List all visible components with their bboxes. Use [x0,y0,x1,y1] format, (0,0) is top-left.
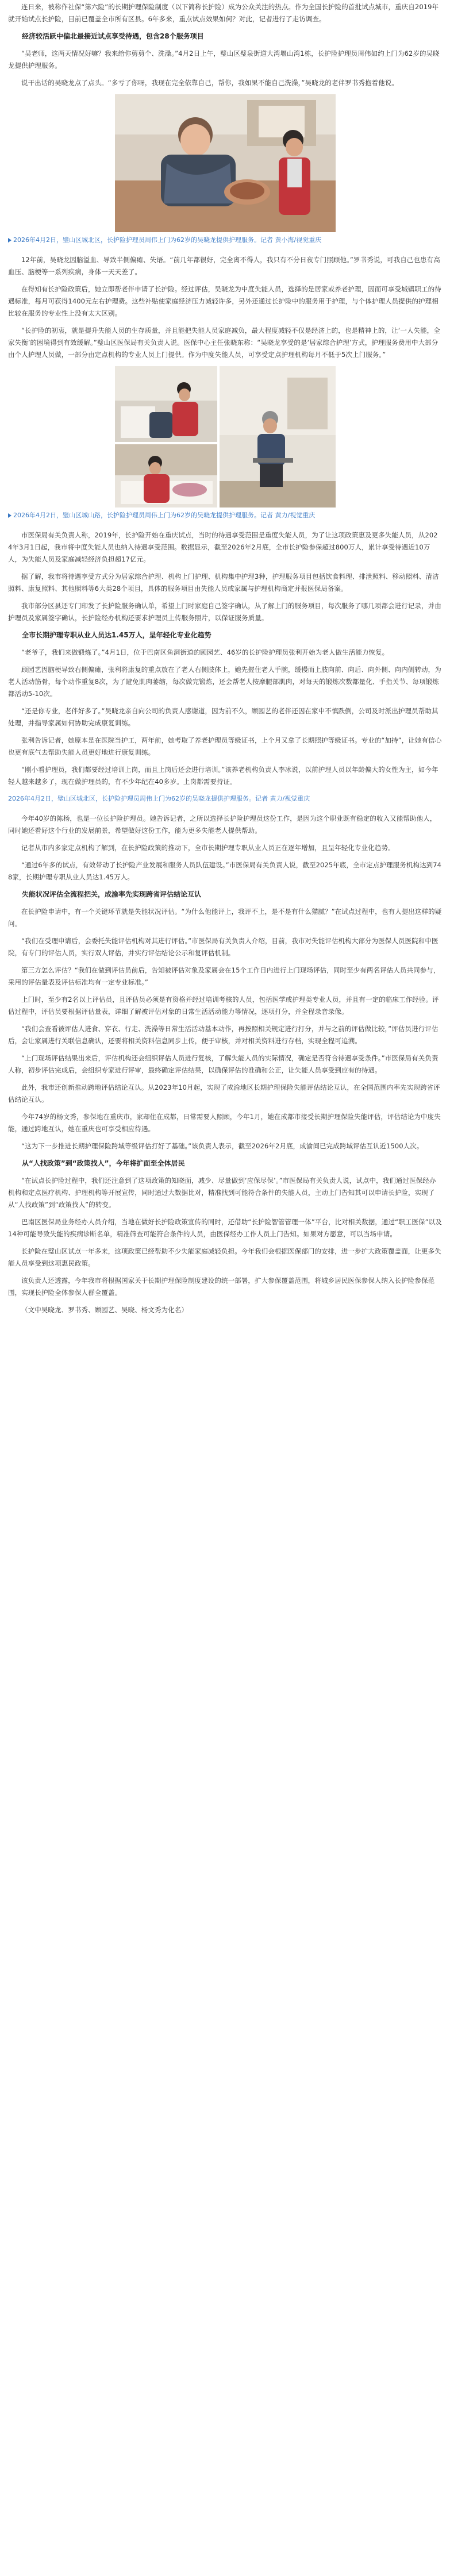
section-heading: 全市长期护理专职从业人员达1.45万人，呈年轻化专业化趋势 [22,631,211,639]
caption-marker-icon [8,513,11,518]
paragraph: 市医保局有关负责人称，2019年，长护险开始在重庆试点，当时的待遇享受范围是重度失能人员，为了让这项政策惠及更多失能人员，从2024年3月1日起，我市将中度失能人员也纳入待遇享受范围。数据显示，截至2026年2月底，全市长护险参保超过800万人，累计享受待遇近10万人，为失能人员及家庭减轻经济负担超17亿元。 [8,531,438,563]
section-heading: 失能状况评估全流程把关，成渝率先实现跨省评估结论互认 [22,890,202,898]
paragraph: 第三方怎么评估？“我们在做到评估员前后，告知被评估对象及家属会在15个工作日内进行上门现场评估，同时至少有两名评估人员共同参与，采用的评估量表及评估标准均有一定专业标准。” [8,966,440,986]
paragraph: （文中吴晓龙、罗书秀、顾园艺、吴晓、杨文秀为化名） [21,1306,188,1314]
paragraph: 该负责人还透露，今年我市将根据国家关于长期护理保险制度建设的统一部署，扩大参保覆盖范围，将城乡居民医保参保人纳入长护险参保范围，实现长护险全体参保人群全覆盖。 [8,1277,435,1297]
caption-marker-icon [8,238,11,243]
paragraph: 张利告诉记者，她原本是在医院当护工，两年前，她考取了养老护理员等级证书，上个月又拿了长期照护等级证书。专业的“加持”，让她有信心也更有底气去帮助失能人员更好地进行康复训练。 [8,736,442,756]
paragraph: “吴老师，这两天情况好嘛？我来给你剪剪个、洗澡。”4月2日上午，璧山区璧泉街道大湾堰山湾1栋，长护险护理员周伟如约上门为62岁的吴晓龙提供护理服务。 [8,49,440,70]
paragraph: 顾园艺因脑梗导致右侧偏瘫，张利将康复的重点放在了老人右侧肢体上，她先握住老人手腕，缓慢而上肢向前、向后、向外侧、向内侧转动，为老人活动筋骨，每个动作重复8次，为了避免肌肉萎缩，每次做完锻炼，还会帮老人按摩腿部肌肉，对每天的锻炼次数都量化、手指关节、每项锻炼都活动5-10次。 [8,666,441,698]
paragraph: “上门现场评估结果出来后，评估机构还会组织评估人员进行复核，了解失能人员的实际情况，确定是否符合待遇享受条件。”市医保局有关负责人称，初步评估完成后，会组织专家进行评审，最终确定评估结果，以确保评估的准确和公正，让失能人员享受到应有的待遇。 [8,1054,439,1074]
paragraph: “通过6年多的试点，有效带动了长护险产业发展和服务人员队伍建设。”市医保局有关负责人说，截至2025年底，全市定点护理服务机构达到748家，长期护理专职从业人员达1.45万人。 [8,861,442,881]
paragraph: 巴南区医保局业务经办人员介绍，当地在做好长护险政策宣传的同时，还借助“长护险智管管理一体”平台，比对相关数据，通过“职工医保”以及14种可能导致失能的疾病诊断名单，精准筛查可能符合条件的人员，由医保经办工作人员上门告知。如果对方愿意，可以当场申请。 [8,1218,442,1238]
paragraph: “我们会查看被评估人进食、穿衣、行走、洗澡等日常生活活动基本动作，再按照相关规定进行打分，并与之前的评估做比较，”评估员进行评估后，会让家属进行关联信息确认，还要将相关资料信息同步上传，便于审核，并对相关资料进行存档，实现全程可追溯。 [8,1025,439,1045]
paragraph: “我们在受理申请后，会委托失能评估机构对其进行评估。”市医保局有关负责人介绍，目前，我市对失能评估机构大部分为医保人员医院和中医院，有专门的评估人员，实行双人评估，并实行评估结论公示和复评估机制。 [8,937,439,957]
paragraph: 连日来，被称作社保“第六险”的长期护理保险制度（以下简称长护险）成为公众关注的热点。作为全国长护险的首批试点城市，重庆自2019年就开始试点长护险，目前已覆盖全市所有区县。6年多来，重点试点效果如何？对此，记者进行了走访调查。 [8,3,439,23]
paragraph: 记者从市内多家定点机构了解到，在长护险政策的推动下，全市长期护理专职从业人员正在逐年增加，且呈年轻化专业化趋势。 [21,844,395,852]
photo-collage [115,366,336,507]
paragraph: “长护险的初衷，就是提升失能人员的生存质量，并且能把失能人员家庭减负，最大程度减轻不仅是经济上的，也是精神上的，让‘一人失能，全家失衡’的困境得到有效缓解。”璧山区医保局有关负责人说。医保中心主任张晓东称：“吴晓龙享受的是‘居家综合护理’方式，护理服务费用中大部分由个人护理人员做，一部分由定点机构的专业人员上门提供。作为中度失能人员，可享受定点护理机构每月不低于5次上门服务。” [8,326,441,359]
photo-caption [8,234,442,246]
caption-text: 2026年4月2日，璧山区城山路，长护险护理员周伟上门为62岁的吴晓龙提供护理服务。记者 黄力/视觉重庆 [13,512,316,519]
paragraph: 上门时，至少有2名以上评估员，且评估员必须是有资格并经过培训考核的人员，包括医学或护理类专业人员，并且有一定的临床工作经验。评估过程中，评估员要根据评估量表，详细了解被评估对象的日常生活活动能力等情况，逐项打分，并全程录音录像。 [8,995,439,1016]
caption-text: 2026年4月2日，璧山区城北区，长护险护理员周伟上门为62岁的吴晓龙提供护理服务。记者 黄力/视觉重庆 [8,795,310,802]
paragraph: 长护险在璧山区试点一年多来，这项政策已经帮助不少失能家庭减轻负担。今年我们会根据医保部门的安排，进一步扩大政策覆盖面，让更多失能人员享受到这项惠民政策。 [8,1247,441,1267]
caption-text: 2026年4月2日，璧山区城北区，长护险护理员周伟上门为62岁的吴晓龙提供护理服务。记者 黄小海/视觉重庆 [13,236,322,244]
paragraph: 据了解，我市将待遇享受方式分为居家综合护理、机构上门护理、机构集中护理3种，护理服务项目包括饮食料理、排泄照料、移动照料、清洁照料、康复照料、其他照料等6大类28个项目，具体的服务项目由失能人员或家属与护理机构商定并报医保局备案。 [8,572,439,593]
article-page [8,0,442,1316]
photo-caregiver-home [115,94,336,232]
photo-illustration [115,94,336,232]
section-heading: 经济较活跃中偏北最接近试点享受待遇，包含28个服务项目 [22,32,204,40]
paragraph: “在试点长护险过程中，我们还注意到了这项政策的知晓面，减少、尽量做到‘应保尽保’。”市医保局有关负责人说，试点中，我们通过医保经办机构和定点医疗机构、护理机构等开展宣传，同时通过大数据比对，精准找到可能符合条件的失能人员，主动上门告知其可以申请长护险，实现了从“人找政策”到“政策找人”的转变。 [8,1176,436,1209]
paragraph: 我市部分区县还专门印发了长护险服务确认单，希望上门时家庭自己签字确认，从了解上门的服务项目，每次服务了哪几项都会进行记录，并由护理员及家属签字确认，长护险经办机构还要求护理员上传服务照片，以保证服务质量。 [8,602,441,622]
paragraph: 12年前，吴晓龙因脑溢血、导致半侧偏瘫、失语。“前几年都很好，完全离不得人，我只有不分日夜专门照顾他。”罗书秀说，可我自己也患有高血压、脑梗等一系列疾病，身体一天天差了。 [8,256,440,276]
paragraph: “还是你专业，老伴好多了。”吴晓龙亲自向公司的负责人感谢道，因为前不久，顾园艺的老伴还因在家中不慎跌倒，公司及时派出护理员帮助其处理，并指导家属如何协助完成康复训练。 [8,707,439,727]
photo-caption [8,793,442,805]
paragraph: 说干出话的吴晓龙点了点头。“多亏了你呀，我现在完全依靠自己，帮你，我如果不能自己洗澡，”吴晓龙的老伴罗书秀抱着他说。 [21,79,398,87]
section-heading: 从“人找政策”到“政策找人”，今年将扩面至全体居民 [22,1159,185,1167]
paragraph: “这为下一步推进长期护理保险跨域等级评估打好了基础。”该负责人表示，截至2026年2月底，成渝间已完成跨域评估互认近1500人次。 [21,1142,424,1150]
paragraph: 在得知有长护险政策后，她立即帮老伴申请了长护险。经过评估，吴晓龙为中度失能人员，选择的是居家或养老护理，因而可享受城镇职工的待遇标准，每月可获得1400元左右护理费。这些补贴使家庭经济压力减轻许多，另外还通过长护险中的服务用于护理，与个体护理人员提供的护理相比较在服务的专业性上没有太大区别。 [8,285,441,317]
paragraph: 在长护险申请中，有一个关键环节就是失能状况评估。“为什么他能评上，我评不上，是不是有什么猫腻？”在试点过程中，也有人提出这样的疑问。 [8,908,442,928]
collage-illustration [115,366,336,507]
paragraph: 今年74岁的杨文秀，参保地在重庆市，家却住在成都，日常需要人照顾，今年1月，她在成都市接受长期护理保险失能评估，评估结论为中度失能，通过跨地互认，她在重庆也可享受相应待遇。 [8,1113,441,1133]
photo-caption [8,510,442,521]
paragraph: “刚小看护理员，我们都要经过培训上岗，而且上岗后还会进行培训。”该养老机构负责人李冰说，以前护理人员以年龄偏大的女性为主，如今年轻人越来越多了，现在做护理员的，有不少年纪在40多岁。上岗都需要持证。 [8,766,439,786]
paragraph: 此外，我市还创新推动跨地评估结论互认。从2023年10月起，实现了成渝地区长期护理保险失能评估结论互认，在全国范围内率先实现跨省评估结论互认。 [8,1083,440,1104]
paragraph: 今年40岁的陈杨，也是一位长护险护理员。她告诉记者，之所以选择长护险护理员这份工作，是因为这个职业既有稳定的收入又能帮助他人，同时她还看好这个行业的发展前景，希望做好这份工作，能为更多失能老人提供帮助。 [8,814,437,835]
paragraph: “老爷子，我们来做锻炼了。”4月1日，位于巴南区鱼洞街道的顾园艺、46岁的长护险护理员张利开始为老人做生活能力恢复。 [21,648,389,656]
